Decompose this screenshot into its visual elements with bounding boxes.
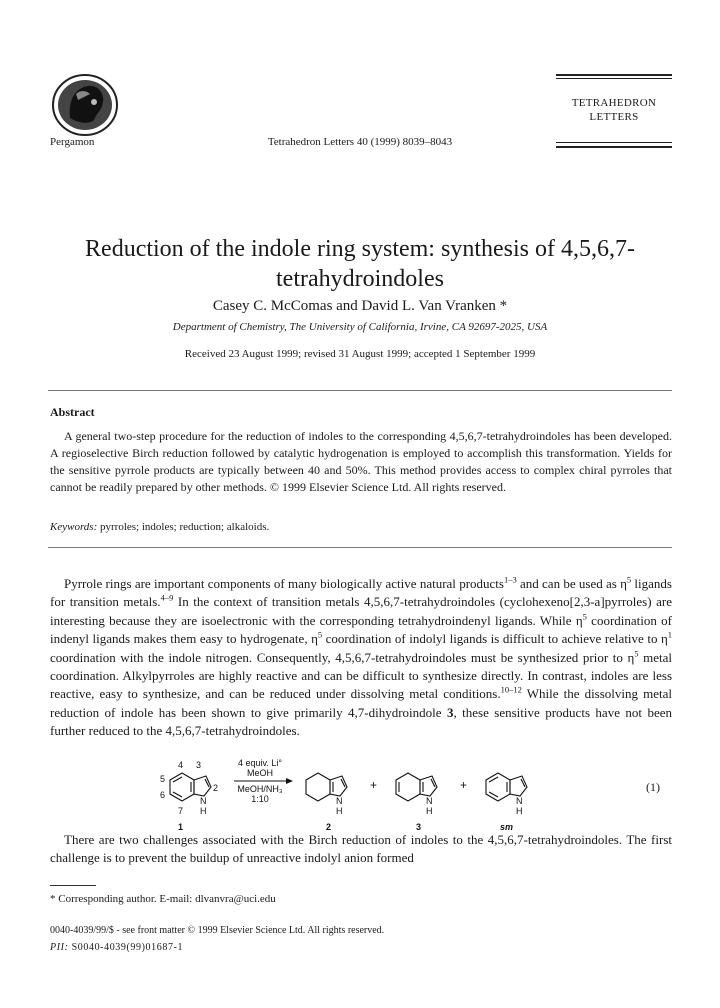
nitrogen-label: N <box>336 796 343 806</box>
equation-number: (1) <box>646 780 660 794</box>
received-dates: Received 23 August 1999; revised 31 August 1999; accepted 1 September 1999 <box>184 348 536 360</box>
body-paragraph-1 <box>50 575 672 741</box>
reference-superscript: 4–9 <box>160 593 174 604</box>
hydrogen-label: H <box>336 806 343 816</box>
atom-label: 4 <box>178 760 184 770</box>
body-text-segment: coordination of indenyl ligands makes them easy to hydrogenate, η <box>50 612 672 647</box>
reference-superscript: 1–3 <box>503 574 517 585</box>
article-title-line2: tetrahydroindoles <box>276 266 444 292</box>
plus-sign: + <box>460 778 468 792</box>
article-title-line1: Reduction of the indole ring system: synthesis of 4,5,6,7- <box>85 236 635 262</box>
hydrogen-label: H <box>426 806 433 816</box>
journal-name <box>556 96 672 124</box>
hapticity-superscript: 5 <box>317 629 323 640</box>
body-text-segment: While the dissolving metal reduction of indole has been shown to give primarily 4,7-dihydroindole <box>50 686 672 720</box>
compound-number: 2 <box>326 822 332 832</box>
atom-label: 3 <box>196 760 202 770</box>
pii-label: PII: <box>50 942 69 953</box>
hapticity-superscript: 5 <box>626 574 632 585</box>
publisher-name: Pergamon <box>50 136 95 148</box>
reagent-text: MeOH <box>246 768 274 778</box>
plus-sign: + <box>370 778 378 792</box>
body-text-segment: metal coordination. Alkylpyrroles are highly reactive and can be difficult to synthesize directly. In contrast, indoles are less reactive, easy to synthesize, and can be reduced under dissolving metal conditions. <box>50 649 672 702</box>
nitrogen-label: N <box>426 796 433 806</box>
reaction-arrowhead <box>286 778 293 784</box>
abstract-heading: Abstract <box>50 405 95 419</box>
hapticity-superscript: 1 <box>667 629 673 640</box>
reagent-text: 4 equiv. Li° <box>238 758 282 768</box>
keywords-list: pyrroles; indoles; reduction; alkaloids. <box>100 521 270 533</box>
author-affiliation: Department of Chemistry, The University of California, Irvine, CA 92697-2025, USA <box>172 321 548 333</box>
nitrogen-label: N <box>516 796 523 806</box>
journal-rule-top-1 <box>556 74 672 76</box>
hydrogen-label: H <box>516 806 523 816</box>
pii-line <box>50 942 183 953</box>
reagent-text: 1:10 <box>251 794 269 804</box>
nitrogen-label: N <box>200 796 207 806</box>
keywords <box>50 521 269 533</box>
compound-number: 3 <box>416 822 422 832</box>
reagent-text: MeOH/NH₃ <box>237 784 283 794</box>
reference-superscript: 10–12 <box>500 685 522 696</box>
abstract-rule-bottom <box>48 547 672 548</box>
journal-citation: Tetrahedron Letters 40 (1999) 8039–8043 <box>267 136 453 148</box>
hapticity-superscript: 5 <box>582 611 587 622</box>
atom-label: 2 <box>213 783 219 793</box>
body-text-segment: and can be used as η <box>516 576 627 591</box>
abstract-text: A general two-step procedure for the reduction of indoles to the corresponding 4,5,6,7-tetrahydroindoles has been developed. A regioselective Birch reduction followed by catalytic hydrogenation is employed to accomplish this transformation. Yields for the sensitive pyrrole products are typically between 40 and 50%. This method provides access to complex chiral pyrroles that cannot be readily prepared by other methods. © 1999 Elsevier Science Ltd. All rights reserved. <box>50 429 672 494</box>
body-text-segment: Pyrrole rings are important components of many biologically active natural products <box>64 576 504 591</box>
compound-number: 1 <box>178 822 184 832</box>
copyright-line: 0040-4039/99/$ - see front matter © 1999 Elsevier Science Ltd. All rights reserved. <box>50 925 385 936</box>
journal-name-line1: TETRAHEDRON <box>571 97 657 109</box>
abstract-rule-top <box>48 390 672 391</box>
atom-label: 7 <box>178 806 184 816</box>
atom-label: 5 <box>160 774 166 784</box>
hydrogen-label: H <box>200 806 207 816</box>
body-text-segment: In the context of transition metals 4,5,6,7-tetrahydroindoles (cyclohexeno[2,3-a]pyrroles) are interesting because they are isoelectronic with the corresponding tetrahydroindenyl ligands. While η <box>50 594 672 628</box>
journal-rule-bottom-1 <box>556 142 672 143</box>
article-authors: Casey C. McComas and David L. Van Vranken * <box>212 298 508 314</box>
body-text-segment: ligands for transition metals. <box>50 576 672 610</box>
body-text-segment: coordination with the indole nitrogen. Consequently, 4,5,6,7-tetrahydroindoles must be synthesized prior to η <box>50 649 635 665</box>
keywords-label: Keywords: <box>50 521 98 533</box>
reaction-scheme <box>148 758 648 840</box>
journal-rule-bottom-2 <box>556 146 672 148</box>
compound-label: sm <box>500 822 514 832</box>
pii-value: S0040-4039(99)01687-1 <box>71 942 184 953</box>
hapticity-superscript: 5 <box>634 648 639 659</box>
compound-reference: 3 <box>446 704 454 720</box>
footnote-rule <box>50 885 96 886</box>
journal-name-line2: LETTERS <box>589 111 639 123</box>
body-text-segment: , these sensitive products have not been further reduced to the 4,5,6,7-tetrahydroindoles. <box>50 704 672 739</box>
publisher-logo <box>50 72 120 138</box>
atom-label: 6 <box>160 790 166 800</box>
footnote-corresponding-author: * Corresponding author. E-mail: dlvanvra@uci.edu <box>50 893 276 905</box>
body-text-segment: coordination of indolyl ligands is difficult to achieve relative to η <box>322 631 668 647</box>
body-paragraph-2: There are two challenges associated with the Birch reduction of indoles to the 4,5,6,7-tetrahydroindoles. The first challenge is to prevent the buildup of unreactive indolyl anion formed <box>50 832 672 866</box>
journal-rule-top-2 <box>556 78 672 79</box>
article-title <box>60 234 660 294</box>
